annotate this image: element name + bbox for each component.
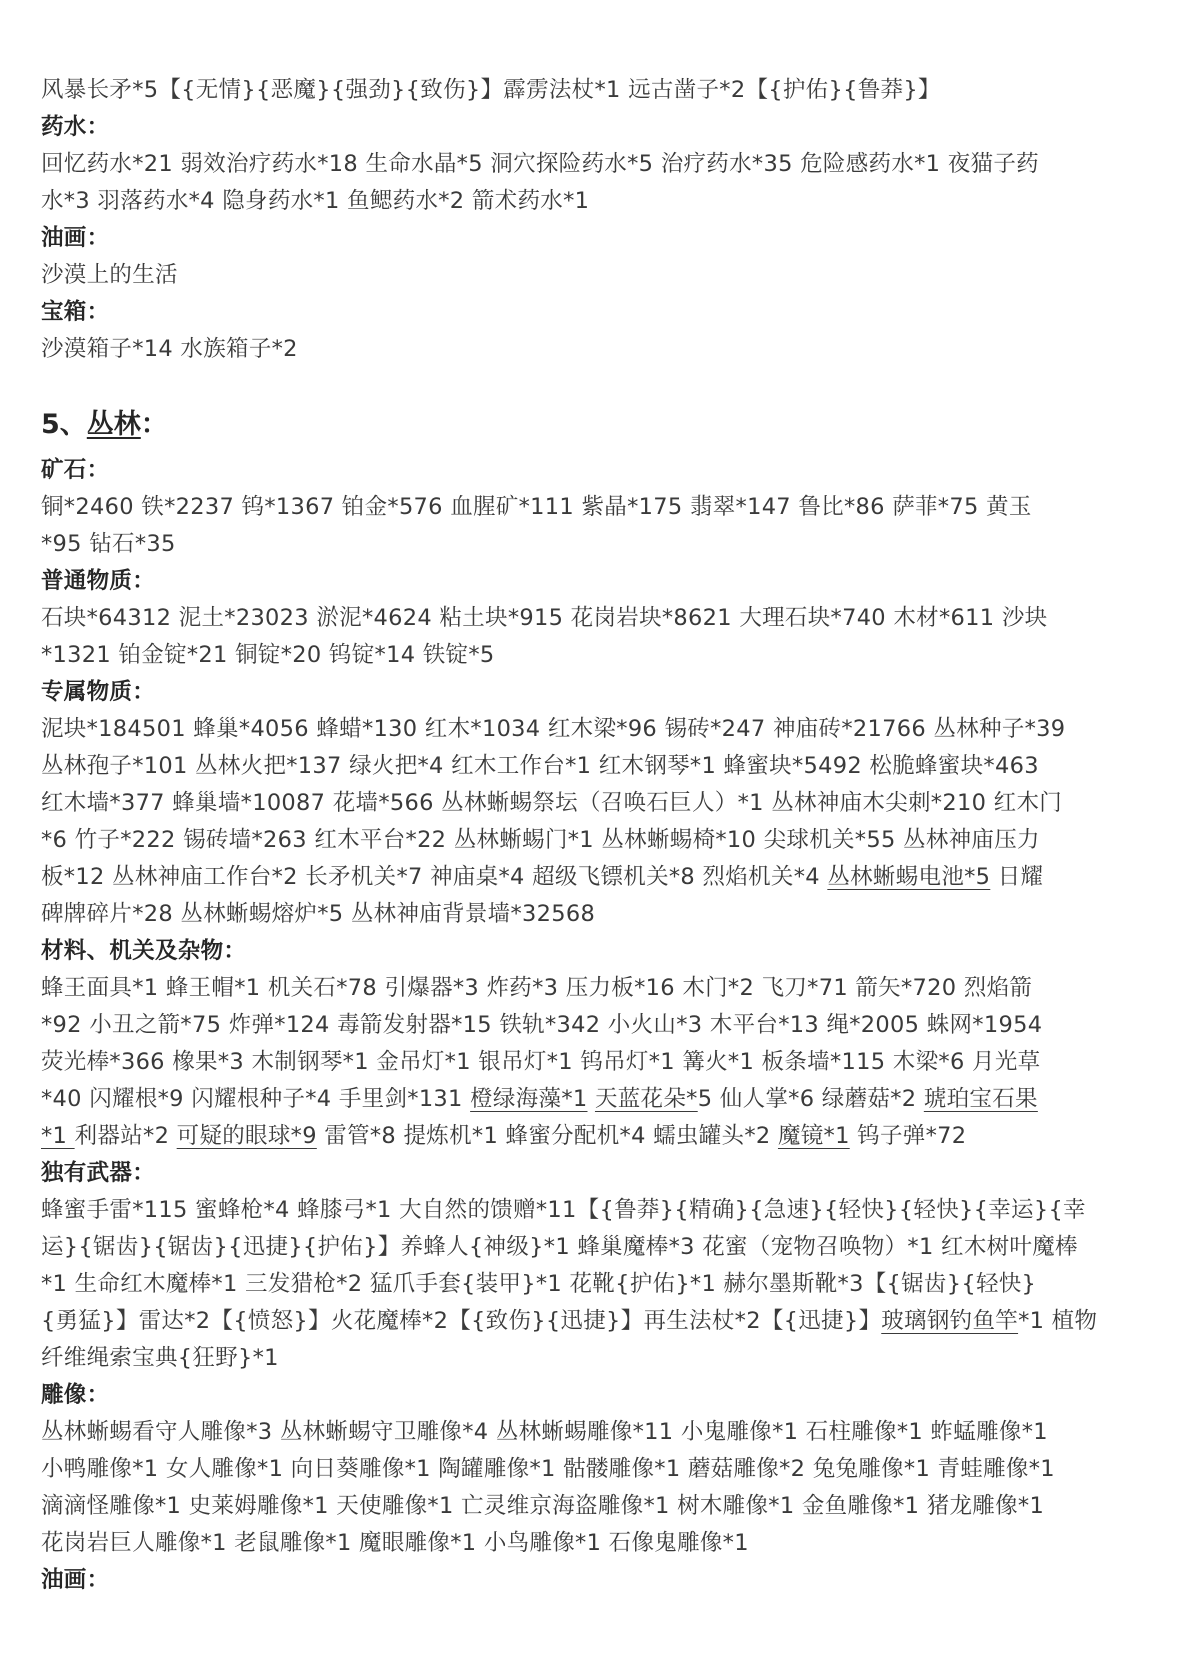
text-run: 钨子弹*72 [849,1123,967,1149]
exclusive-heading: 专属物质： [41,679,156,705]
statues-line-3: 滴滴怪雕像*1 史莱姆雕像*1 天使雕像*1 亡灵维京海盗雕像*1 树木雕像*1 金鱼雕像*1 猪龙雕像*1 [41,1493,1045,1519]
text-run: *1 植物 [1018,1308,1098,1334]
underlined-item: 丛林蜥蜴电池*5 [827,864,991,890]
statues-heading: 雕像： [41,1382,110,1408]
materials-line-4 [41,1081,1135,1118]
chapter-colon: ： [140,409,168,440]
text-run [588,1086,595,1112]
chests-heading: 宝箱： [41,299,110,325]
weapons-line-5: 纤维绳索宝典{狂野}*1 [41,1345,279,1371]
potions-line-1: 回忆药水*21 弱效治疗药水*18 生命水晶*5 洞穴探险药水*5 治疗药水*35 危险感药水*1 夜猫子药 [41,151,1039,177]
exclusive-line-5 [41,859,1135,896]
materials-line-5 [41,1118,1135,1155]
statues-line-2: 小鸭雕像*1 女人雕像*1 向日葵雕像*1 陶罐雕像*1 骷髅雕像*1 蘑菇雕像*2 兔兔雕像*1 青蛙雕像*1 [41,1456,1055,1482]
underlined-item: *1 [41,1123,75,1149]
text-run: 日耀 [990,864,1044,890]
exclusive-line-6: 碑牌碎片*28 丛林蜥蜴熔炉*5 丛林神庙背景墙*32568 [41,901,596,927]
text-run: *40 闪耀根*9 闪耀根种子*4 手里剑*131 [41,1086,471,1112]
chapter-number: 5、 [41,409,87,440]
exclusive-line-2: 丛林孢子*101 丛林火把*137 绿火把*4 红木工作台*1 红木钢琴*1 蜂蜜块*5492 松脆蜂蜜块*463 [41,753,1039,779]
document [41,72,1135,1599]
common-line-2: *1321 铂金锭*21 铜锭*20 钨锭*14 铁锭*5 [41,642,495,668]
text-run: 板*12 丛林神庙工作台*2 长矛机关*7 神庙桌*4 超级飞镖机关*8 烈焰机关*4 [41,864,828,890]
potions-line-2: 水*3 羽落药水*4 隐身药水*1 鱼鳃药水*2 箭术药水*1 [41,188,590,214]
chests-line-1: 沙漠箱子*14 水族箱子*2 [41,336,298,362]
ores-heading: 矿石： [41,457,110,483]
materials-line-1: 蜂王面具*1 蜂王帽*1 机关石*78 引爆器*3 炸药*3 压力板*16 木门*2 飞刀*71 箭矢*720 烈焰箭 [41,975,1033,1001]
text-run: 5 仙人掌*6 绿蘑菇*2 [697,1086,924,1112]
paintings-heading: 油画： [41,225,110,251]
materials-line-3: 荧光棒*366 橡果*3 木制钢琴*1 金吊灯*1 银吊灯*1 钨吊灯*1 篝火*1 板条墙*115 木梁*6 月光草 [41,1049,1041,1075]
paintings-heading-jungle: 油画： [41,1567,110,1593]
text-run: {勇猛}】雷达*2【{愤怒}】火花魔棒*2【{致伤}{迅捷}】再生法杖*2【{迅捷}】 [41,1308,882,1334]
text-run: 雷管*8 提炼机*1 蜂蜜分配机*4 蠕虫罐头*2 [316,1123,778,1149]
underlined-item: 玻璃钢钓鱼竿 [881,1308,1019,1334]
weapons-line-1: 蜂蜜手雷*115 蜜蜂枪*4 蜂膝弓*1 大自然的馈赠*11【{鲁莽}{精确}{急速}{轻快}{轻快}{幸运}{幸 [41,1197,1086,1223]
underlined-item: 天蓝花朵* [594,1086,698,1112]
weapons-heading: 独有武器： [41,1160,156,1186]
common-line-1: 石块*64312 泥土*23023 淤泥*4624 粘土块*915 花岗岩块*8621 大理石块*740 木材*611 沙块 [41,605,1048,631]
underlined-item: 橙绿海藻*1 [470,1086,588,1112]
materials-line-2: *92 小丑之箭*75 炸弹*124 毒箭发射器*15 铁轨*342 小火山*3 木平台*13 绳*2005 蛛网*1954 [41,1012,1043,1038]
ores-line-2: *95 钻石*35 [41,531,176,557]
weapons-line: 风暴长矛*5【{无情}{恶魔}{强劲}{致伤}】霹雳法杖*1 远古凿子*2【{护佑}{鲁莽}】 [41,77,941,103]
underlined-item: 琥珀宝石果 [923,1086,1038,1112]
paintings-line-1: 沙漠上的生活 [41,262,178,288]
text-run: 利器站*2 [74,1123,177,1149]
weapons-line-3: *1 生命红木魔棒*1 三发猎枪*2 猛爪手套{装甲}*1 花靴{护佑}*1 赫尔墨斯靴*3【{锯齿}{轻快} [41,1271,1037,1297]
statues-line-1: 丛林蜥蜴看守人雕像*3 丛林蜥蜴守卫雕像*4 丛林蜥蜴雕像*11 小鬼雕像*1 石柱雕像*1 蚱蜢雕像*1 [41,1419,1048,1445]
chapter-name: 丛林 [86,409,141,440]
underlined-item: 魔镜*1 [777,1123,850,1149]
jungle-chapter-title [41,404,1135,446]
weapons-line-4 [41,1303,1135,1340]
exclusive-line-1: 泥块*184501 蜂巢*4056 蜂蜡*130 红木*1034 红木梁*96 锡砖*247 神庙砖*21766 丛林种子*39 [41,716,1066,742]
exclusive-line-4: *6 竹子*222 锡砖墙*263 红木平台*22 丛林蜥蜴门*1 丛林蜥蜴椅*10 尖球机关*55 丛林神庙压力 [41,827,1040,853]
common-heading: 普通物质： [41,568,156,594]
weapons-line-2: 运}{锯齿}{锯齿}{迅捷}{护佑}】养蜂人{神级}*1 蜂巢魔棒*3 花蜜（宠物召唤物）*1 红木树叶魔棒 [41,1234,1078,1260]
underlined-item: 可疑的眼球*9 [176,1123,317,1149]
potions-heading: 药水： [41,114,110,140]
materials-heading: 材料、机关及杂物： [41,938,247,964]
ores-line-1: 铜*2460 铁*2237 钨*1367 铂金*576 血腥矿*111 紫晶*175 翡翠*147 鲁比*86 萨菲*75 黄玉 [41,494,1032,520]
statues-line-4: 花岗岩巨人雕像*1 老鼠雕像*1 魔眼雕像*1 小鸟雕像*1 石像鬼雕像*1 [41,1530,749,1556]
exclusive-line-3: 红木墙*377 蜂巢墙*10087 花墙*566 丛林蜥蜴祭坛（召唤石巨人）*1 丛林神庙木尖刺*210 红木门 [41,790,1063,816]
